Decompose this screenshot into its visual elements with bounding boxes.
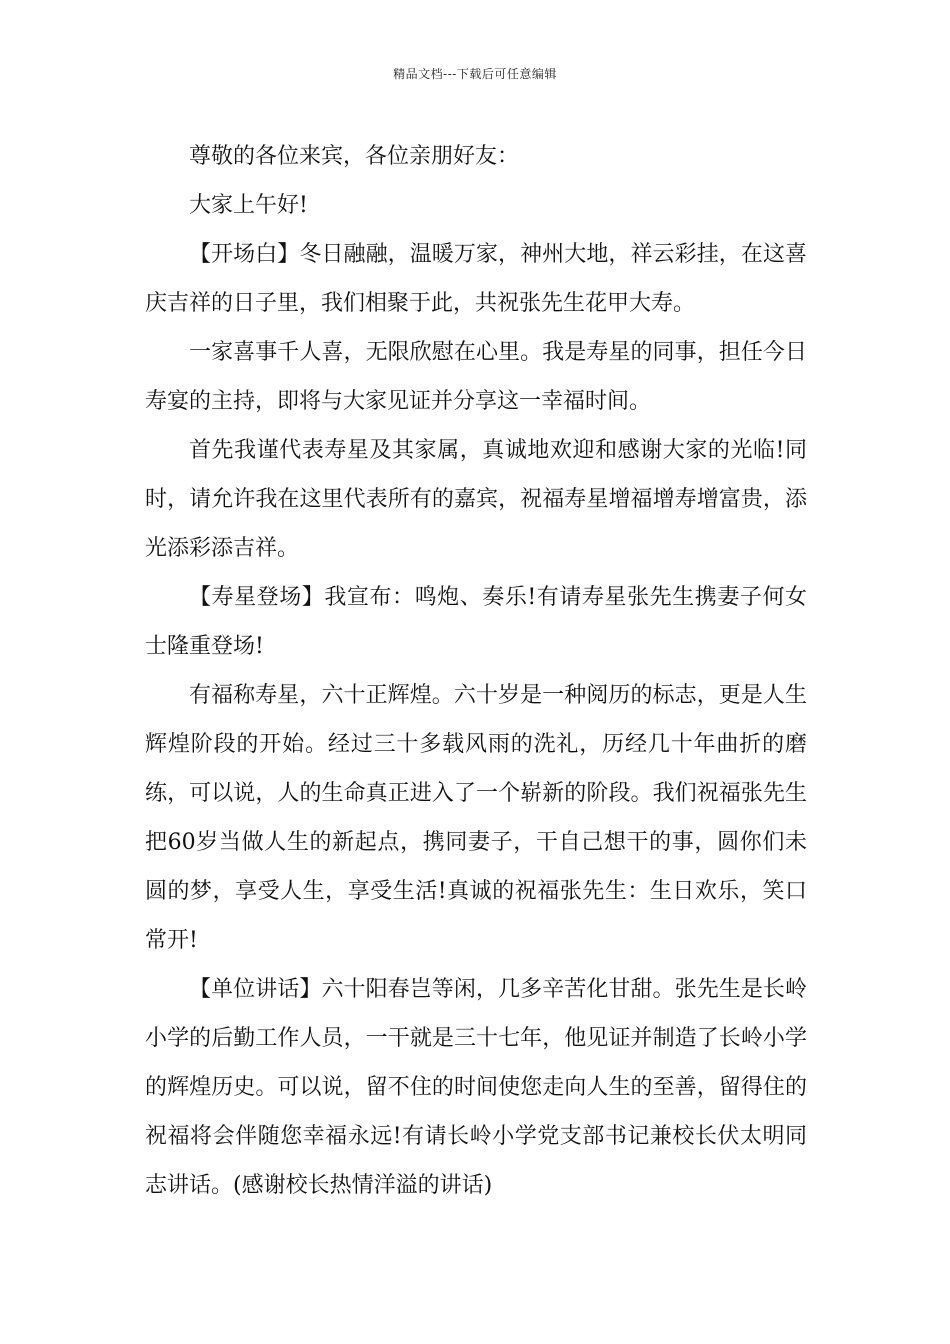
document-body [145,132,807,1210]
paragraph-unit-speech: 【单位讲话】六十阳春岂等闲，几多辛苦化甘甜。张先生是长岭小学的后勤工作人员，一干就是三十七年，他见证并制造了长岭小学的辉煌历史。可以说，留不住的时间使您走向人生的至善，留得住的祝福将会伴随您幸福永远!有请长岭小学党支部书记兼校长伏太明同志讲话。(感谢校长热情洋溢的讲话) [145,977,807,1198]
paragraph-blessing: 有福称寿星，六十正辉煌。六十岁是一种阅历的标志，更是人生辉煌阶段的开始。经过三十多载风雨的洗礼，历经几十年曲折的磨练，可以说，人的生命真正进入了一个崭新的阶段。我们祝福张先生把60岁当做人生的新起点，携同妻子，干自己想干的事，圆你们未圆的梦，享受人生，享受生活!真诚的祝福张先生：生日欢乐，笑口常开! [145,683,807,953]
paragraph-welcome: 首先我谨代表寿星及其家属，真诚地欢迎和感谢大家的光临!同时，请允许我在这里代表所有的嘉宾，祝福寿星增福增寿增富贵，添光添彩添吉祥。 [145,438,807,561]
paragraph-good-morning: 大家上午好! [189,193,308,218]
paragraph-opening: 【开场白】冬日融融，温暖万家，神州大地，祥云彩挂，在这喜庆吉祥的日子里，我们相聚于此，共祝张先生花甲大寿。 [145,242,807,316]
paragraph-greeting: 尊敬的各位来宾，各位亲朋好友： [189,144,520,169]
paragraph-entrance: 【寿星登场】我宣布：鸣炮、奏乐!有请寿星张先生携妻子何女士隆重登场! [145,585,807,659]
paragraph-host-intro: 一家喜事千人喜，无限欣慰在心里。我是寿星的同事，担任今日寿宴的主持，即将与大家见证并分享这一幸福时间。 [145,340,807,414]
page-header: 精品文档---下载后可任意编辑 [393,67,557,81]
